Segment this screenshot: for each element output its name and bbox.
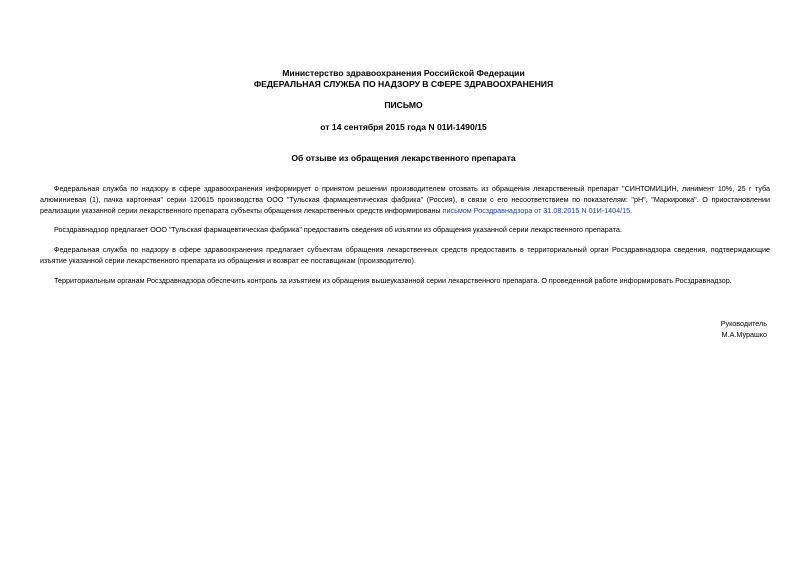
service-name: ФЕДЕРАЛЬНАЯ СЛУЖБА ПО НАДЗОРУ В СФЕРЕ ЗДРАВООХРАНЕНИЯ	[253, 79, 554, 89]
paragraph-3	[40, 244, 770, 266]
signature-block	[721, 318, 767, 340]
paragraph-3-text: Федеральная служба по надзору в сфере здравоохранения предлагает субъектам обращения лекарственных средств предоставить в территориальный орган Росздравнадзора сведения, подтверждающие изъятие указанной серии лекарственного препарата из обращения и возврат ее поставщикам (производителю).	[40, 245, 770, 265]
paragraph-4	[40, 275, 770, 286]
document-subject: Об отзыве из обращения лекарственного препарата	[291, 153, 516, 163]
paragraph-2-text: Росздравнадзор предлагает ООО "Тульская фармацевтическая фабрика" предоставить сведения об изъятии из обращения указанной серии лекарственного препарата.	[54, 225, 622, 234]
ministry-name: Министерство здравоохранения Российской Федерации	[282, 68, 525, 78]
referenced-letter-link[interactable]: письмом Росздравнадзора от 31.08.2015 N 01И-1404/15	[442, 206, 631, 215]
paragraph-1-text: Федеральная служба по надзору в сфере здравоохранения информирует о принятом решении производителем отозвать из обращения лекарственный препарат "СИНТОМИЦИН, линимент 10%, 25 г туба алюминиевая (1), пачка картонная" серии 120615 производства ООО "Тульская фармацевтическая фабрика" (Россия), в связи с его несоответствием по показателям: "pH", "Маркировка". О приостановлении реализации указанной серии лекарственного препарата субъекты обращения лекарственных средств информированы	[40, 184, 770, 215]
paragraph-1-end: .	[630, 206, 633, 215]
paragraph-1	[40, 183, 770, 216]
paragraph-2	[40, 224, 770, 235]
document-date: от 14 сентября 2015 года N 01И-1490/15	[320, 122, 487, 132]
document-type: ПИСЬМО	[384, 100, 423, 110]
signature-title: Руководитель	[720, 319, 767, 328]
document-header	[0, 68, 807, 90]
signature-name: М.А.Мурашко	[721, 330, 767, 339]
paragraph-4-text: Территориальным органам Росздравнадзора обеспечить контроль за изъятием из обращения вышеуказанной серии лекарственного препарата. О проведенной работе информировать Росздравнадзор.	[54, 276, 732, 285]
